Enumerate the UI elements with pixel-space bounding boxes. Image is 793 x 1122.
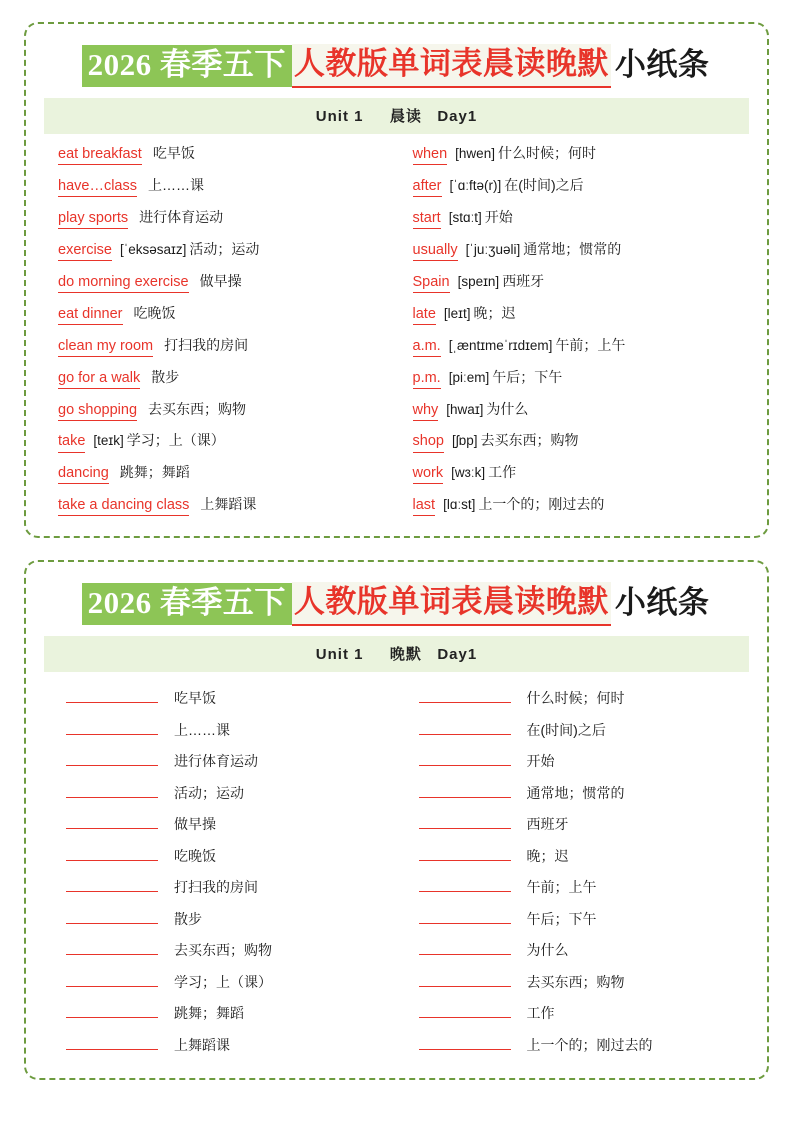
answer-blank[interactable] xyxy=(66,750,158,766)
word-meaning: 进行体育运动 xyxy=(139,208,224,225)
dictation-row xyxy=(66,902,393,934)
answer-blank[interactable] xyxy=(419,719,511,735)
dictation-row xyxy=(419,965,746,997)
title-black-segment: 小纸条 xyxy=(614,585,710,620)
word-row xyxy=(58,335,391,358)
word-row xyxy=(413,271,746,294)
card-title xyxy=(44,38,749,98)
word-meaning: 做早操 xyxy=(174,816,216,833)
word-phonetic: [ˈjuːʒuəli] xyxy=(465,241,521,257)
word-meaning: 上一个的；刚过去的 xyxy=(478,496,605,513)
word-row xyxy=(413,239,746,262)
dictation-row xyxy=(419,776,746,808)
word-phonetic: [wɜːk] xyxy=(451,465,486,481)
word-phonetic: [hwen] xyxy=(455,146,495,162)
answer-blank[interactable] xyxy=(419,971,511,987)
word-phonetic: [hwaɪ] xyxy=(446,401,484,417)
word-meaning: 通常地；惯常的 xyxy=(523,240,622,257)
word-meaning: 工作 xyxy=(526,1005,555,1022)
word-meaning: 跳舞；舞蹈 xyxy=(119,464,190,481)
title-black-segment: 小纸条 xyxy=(614,47,710,82)
word-term: clean my room xyxy=(58,337,153,357)
word-meaning: 进行体育运动 xyxy=(174,753,258,770)
answer-blank[interactable] xyxy=(419,876,511,892)
answer-blank[interactable] xyxy=(66,845,158,861)
word-meaning: 为什么 xyxy=(526,942,569,959)
word-row xyxy=(58,399,391,422)
word-row xyxy=(58,144,391,167)
dictation-column-left xyxy=(44,678,401,1060)
word-meaning: 上舞蹈课 xyxy=(200,496,257,513)
word-meaning: 开始 xyxy=(484,208,513,225)
answer-blank[interactable] xyxy=(419,687,511,703)
dictation-row xyxy=(419,902,746,934)
word-term: Spain xyxy=(413,273,450,293)
word-meaning: 吃晚饭 xyxy=(133,304,176,321)
mode-label: 晚默 xyxy=(389,645,422,663)
answer-blank[interactable] xyxy=(66,782,158,798)
word-meaning: 工作 xyxy=(488,464,517,481)
dictation-row xyxy=(419,682,746,714)
dictation-row xyxy=(419,871,746,903)
dictation-row xyxy=(66,776,393,808)
answer-blank[interactable] xyxy=(419,845,511,861)
word-phonetic: [teɪk] xyxy=(93,433,124,449)
word-row xyxy=(413,431,746,454)
answer-blank[interactable] xyxy=(66,1034,158,1050)
word-term: have…class xyxy=(58,177,137,197)
word-meaning: 午前；上午 xyxy=(526,879,597,896)
answer-blank[interactable] xyxy=(419,750,511,766)
dictation-row xyxy=(419,1028,746,1060)
word-row xyxy=(58,176,391,199)
title-green-segment: 2026 春季五下 xyxy=(82,583,292,625)
answer-blank[interactable] xyxy=(419,1002,511,1018)
word-row xyxy=(58,367,391,390)
word-row xyxy=(413,144,746,167)
mode-label: 晨读 xyxy=(389,107,422,125)
dictation-row xyxy=(66,839,393,871)
word-meaning: 为什么 xyxy=(486,400,529,417)
word-meaning: 午后；下午 xyxy=(526,910,597,927)
answer-blank[interactable] xyxy=(419,813,511,829)
dictation-row xyxy=(66,713,393,745)
word-term: late xyxy=(413,305,436,325)
word-term: why xyxy=(413,401,439,421)
word-row xyxy=(58,303,391,326)
word-meaning: 晚；迟 xyxy=(526,847,569,864)
word-meaning: 散步 xyxy=(151,368,180,385)
word-meaning: 散步 xyxy=(174,910,202,927)
dictation-row xyxy=(66,965,393,997)
title-red-segment: 人教版单词表晨读晚默 xyxy=(292,582,611,626)
word-meaning: 上……课 xyxy=(174,721,230,738)
word-phonetic: [lɑːst] xyxy=(443,497,476,513)
word-meaning: 活动；运动 xyxy=(174,784,244,801)
word-phonetic: [ˈɑːftə(r)] xyxy=(449,178,502,194)
unit-label: Unit 1 xyxy=(315,107,364,125)
word-phonetic: [leɪt] xyxy=(443,305,471,321)
word-meaning: 西班牙 xyxy=(502,272,545,289)
word-row xyxy=(413,207,746,230)
word-meaning: 跳舞；舞蹈 xyxy=(174,1005,244,1022)
answer-blank[interactable] xyxy=(66,719,158,735)
word-meaning: 活动；运动 xyxy=(189,240,260,257)
word-term: after xyxy=(413,177,442,197)
word-meaning: 去买东西；购物 xyxy=(480,432,579,449)
answer-blank[interactable] xyxy=(66,908,158,924)
word-term: go shopping xyxy=(58,401,137,421)
word-meaning: 上一个的；刚过去的 xyxy=(526,1036,653,1053)
dictation-row xyxy=(66,871,393,903)
word-meaning: 开始 xyxy=(526,753,555,770)
word-term: shop xyxy=(413,432,444,452)
word-term: play sports xyxy=(58,209,128,229)
word-meaning: 上……课 xyxy=(147,177,204,194)
word-row xyxy=(413,335,746,358)
word-column-right xyxy=(399,140,750,518)
word-term: take a dancing class xyxy=(58,496,189,516)
answer-blank[interactable] xyxy=(66,971,158,987)
word-row xyxy=(58,271,391,294)
word-phonetic: [stɑːt] xyxy=(448,209,482,225)
word-meaning: 打扫我的房间 xyxy=(164,336,249,353)
word-row xyxy=(58,495,391,518)
word-meaning: 晚；迟 xyxy=(473,304,516,321)
unit-label: Unit 1 xyxy=(315,645,364,663)
dictation-column-right xyxy=(401,678,750,1060)
word-phonetic: [ˈeksəsaɪz] xyxy=(120,241,187,257)
evening-dictation-card xyxy=(24,560,769,1080)
word-phonetic: [speɪn] xyxy=(457,273,500,289)
day-label: Day1 xyxy=(437,645,478,663)
word-term: exercise xyxy=(58,241,112,261)
word-term: start xyxy=(413,209,441,229)
dictation-row xyxy=(419,808,746,840)
word-row xyxy=(413,463,746,486)
word-row xyxy=(58,239,391,262)
word-meaning: 什么时候；何时 xyxy=(526,690,625,707)
word-row xyxy=(413,176,746,199)
dictation-row xyxy=(419,997,746,1029)
word-meaning: 吃晚饭 xyxy=(174,847,216,864)
word-column-left xyxy=(44,140,399,518)
word-meaning: 打扫我的房间 xyxy=(174,879,258,896)
dictation-row xyxy=(66,745,393,777)
word-row xyxy=(413,303,746,326)
answer-blank[interactable] xyxy=(66,876,158,892)
word-row xyxy=(58,207,391,230)
word-term: usually xyxy=(413,241,458,261)
word-meaning: 吃早饭 xyxy=(174,690,216,707)
unit-band xyxy=(44,636,749,672)
word-term: eat breakfast xyxy=(58,145,142,165)
answer-blank[interactable] xyxy=(419,782,511,798)
dictation-row xyxy=(419,839,746,871)
dictation-columns xyxy=(44,678,749,1060)
answer-blank[interactable] xyxy=(419,1034,511,1050)
dictation-row xyxy=(419,745,746,777)
word-row xyxy=(413,399,746,422)
card-title xyxy=(44,576,749,636)
title-green-segment: 2026 春季五下 xyxy=(82,45,292,87)
answer-blank[interactable] xyxy=(66,813,158,829)
word-term: take xyxy=(58,432,85,452)
word-row xyxy=(413,367,746,390)
answer-blank[interactable] xyxy=(66,939,158,955)
word-phonetic: [ˌæntɪmeˈrɪdɪem] xyxy=(448,337,553,353)
dictation-row xyxy=(419,713,746,745)
answer-blank[interactable] xyxy=(66,687,158,703)
dictation-row xyxy=(66,808,393,840)
word-term: go for a walk xyxy=(58,369,140,389)
word-meaning: 在(时间)之后 xyxy=(504,177,584,194)
word-term: last xyxy=(413,496,436,516)
word-term: a.m. xyxy=(413,337,441,357)
dictation-row xyxy=(66,934,393,966)
word-meaning: 去买东西；购物 xyxy=(174,942,272,959)
word-meaning: 通常地；惯常的 xyxy=(526,784,625,801)
word-term: work xyxy=(413,464,444,484)
word-row xyxy=(58,431,391,454)
word-meaning: 学习；上（课） xyxy=(174,973,272,990)
word-row xyxy=(413,495,746,518)
word-term: dancing xyxy=(58,464,109,484)
word-meaning: 去买东西；购物 xyxy=(148,400,247,417)
dictation-row xyxy=(419,934,746,966)
word-meaning: 去买东西；购物 xyxy=(526,973,625,990)
dictation-row xyxy=(66,1028,393,1060)
dictation-row xyxy=(66,997,393,1029)
dictation-row xyxy=(66,682,393,714)
day-label: Day1 xyxy=(437,107,478,125)
answer-blank[interactable] xyxy=(419,939,511,955)
word-term: eat dinner xyxy=(58,305,123,325)
word-term: when xyxy=(413,145,448,165)
word-meaning: 做早操 xyxy=(199,272,242,289)
word-term: do morning exercise xyxy=(58,273,189,293)
title-red-segment: 人教版单词表晨读晚默 xyxy=(292,44,611,88)
answer-blank[interactable] xyxy=(66,1002,158,1018)
word-meaning: 西班牙 xyxy=(526,816,569,833)
word-meaning: 上舞蹈课 xyxy=(174,1036,230,1053)
word-phonetic: [ʃɒp] xyxy=(451,433,478,449)
word-meaning: 午前；上午 xyxy=(555,336,626,353)
answer-blank[interactable] xyxy=(419,908,511,924)
word-meaning: 学习；上（课） xyxy=(126,432,225,449)
word-phonetic: [piːem] xyxy=(448,369,490,385)
word-meaning: 吃早饭 xyxy=(152,145,195,162)
word-meaning: 什么时候；何时 xyxy=(497,145,596,162)
word-columns xyxy=(44,140,749,518)
morning-reading-card xyxy=(24,22,769,538)
word-row xyxy=(58,463,391,486)
unit-band xyxy=(44,98,749,134)
word-term: p.m. xyxy=(413,369,441,389)
word-meaning: 在(时间)之后 xyxy=(526,721,606,738)
word-meaning: 午后；下午 xyxy=(492,368,563,385)
